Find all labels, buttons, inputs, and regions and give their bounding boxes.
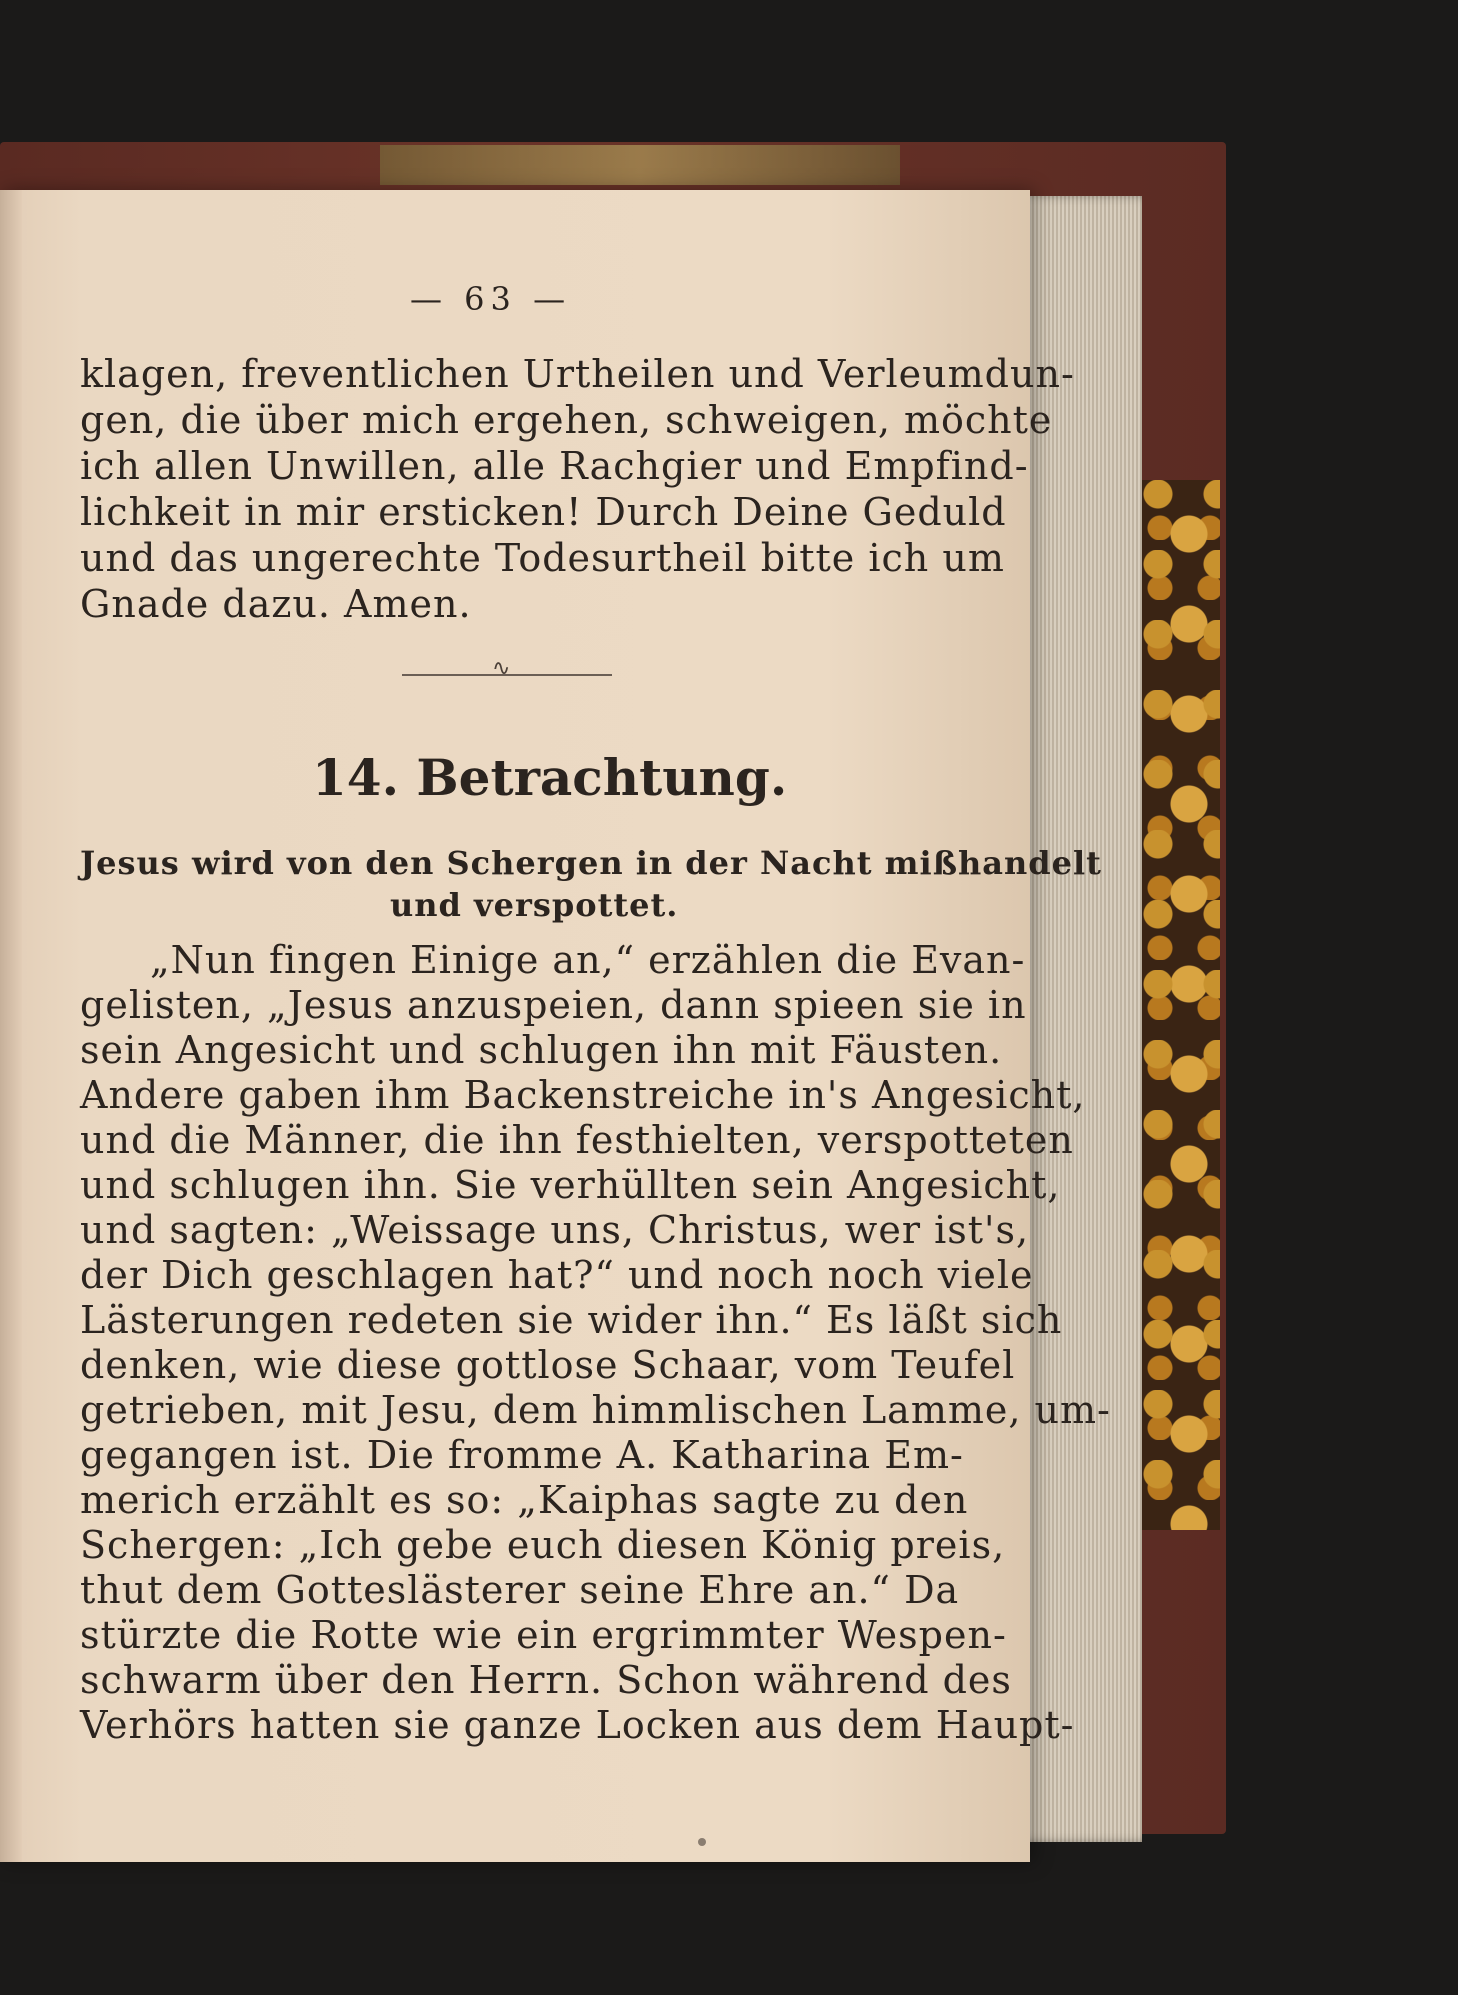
body-line: schwarm über den Herrn. Schon während des <box>80 1658 1012 1702</box>
chapter-subtitle: und verspottet. <box>390 886 679 924</box>
divider-ornament: ∿ <box>492 656 511 681</box>
body-line: der Dich geschlagen hat?“ und noch noch viele <box>80 1253 1034 1297</box>
body-line: stürzte die Rotte wie ein ergrimmter Wespen- <box>80 1613 1007 1657</box>
body-line: merich erzählt es so: „Kaiphas sagte zu den <box>80 1478 969 1522</box>
body-line: Lästerungen redeten sie wider ihn.“ Es läßt sich <box>80 1298 1063 1342</box>
marbled-endpaper <box>1140 480 1220 1530</box>
body-line: und sagten: „Weissage uns, Christus, wer ist's, <box>80 1208 1030 1252</box>
body-line: gen, die über mich ergehen, schweigen, möchte <box>80 398 1053 442</box>
body-line: sein Angesicht und schlugen ihn mit Fäusten. <box>80 1028 1003 1072</box>
body-line: gegangen ist. Die fromme A. Katharina Em- <box>80 1433 964 1477</box>
body-line: und das ungerechte Todesurtheil bitte ich um <box>80 536 1005 580</box>
body-line: klagen, freventlichen Urtheilen und Verleumdun- <box>80 352 1075 396</box>
body-line: „Nun fingen Einige an,“ erzählen die Evan- <box>150 938 1026 982</box>
body-line: Verhörs hatten sie ganze Locken aus dem Haupt- <box>80 1703 1075 1747</box>
body-line: lichkeit in mir ersticken! Durch Deine Geduld <box>80 490 1007 534</box>
body-line: Andere gaben ihm Backenstreiche in's Angesicht, <box>80 1073 1086 1117</box>
body-line: Schergen: „Ich gebe euch diesen König preis, <box>80 1523 1006 1567</box>
body-line: ich allen Unwillen, alle Rachgier und Empfind- <box>80 444 1029 488</box>
page-speck <box>698 1838 706 1846</box>
cover-top-strip <box>380 145 900 185</box>
body-line: denken, wie diese gottlose Schaar, vom Teufel <box>80 1343 1016 1387</box>
body-line: thut dem Gotteslästerer seine Ehre an.“ Da <box>80 1568 960 1612</box>
page-number: — 63 — <box>410 280 572 318</box>
body-line: getrieben, mit Jesu, dem himmlischen Lamme, um- <box>80 1388 1111 1432</box>
page-gutter <box>0 190 22 1862</box>
body-line: Gnade dazu. Amen. <box>80 582 472 626</box>
body-line: und die Männer, die ihn festhielten, verspotteten <box>80 1118 1074 1162</box>
body-line: und schlugen ihn. Sie verhüllten sein Angesicht, <box>80 1163 1061 1207</box>
chapter-title: 14. Betrachtung. <box>312 748 788 807</box>
chapter-subtitle: Jesus wird von den Schergen in der Nacht mißhandelt <box>80 844 1102 882</box>
body-line: gelisten, „Jesus anzuspeien, dann spieen sie in <box>80 983 1027 1027</box>
